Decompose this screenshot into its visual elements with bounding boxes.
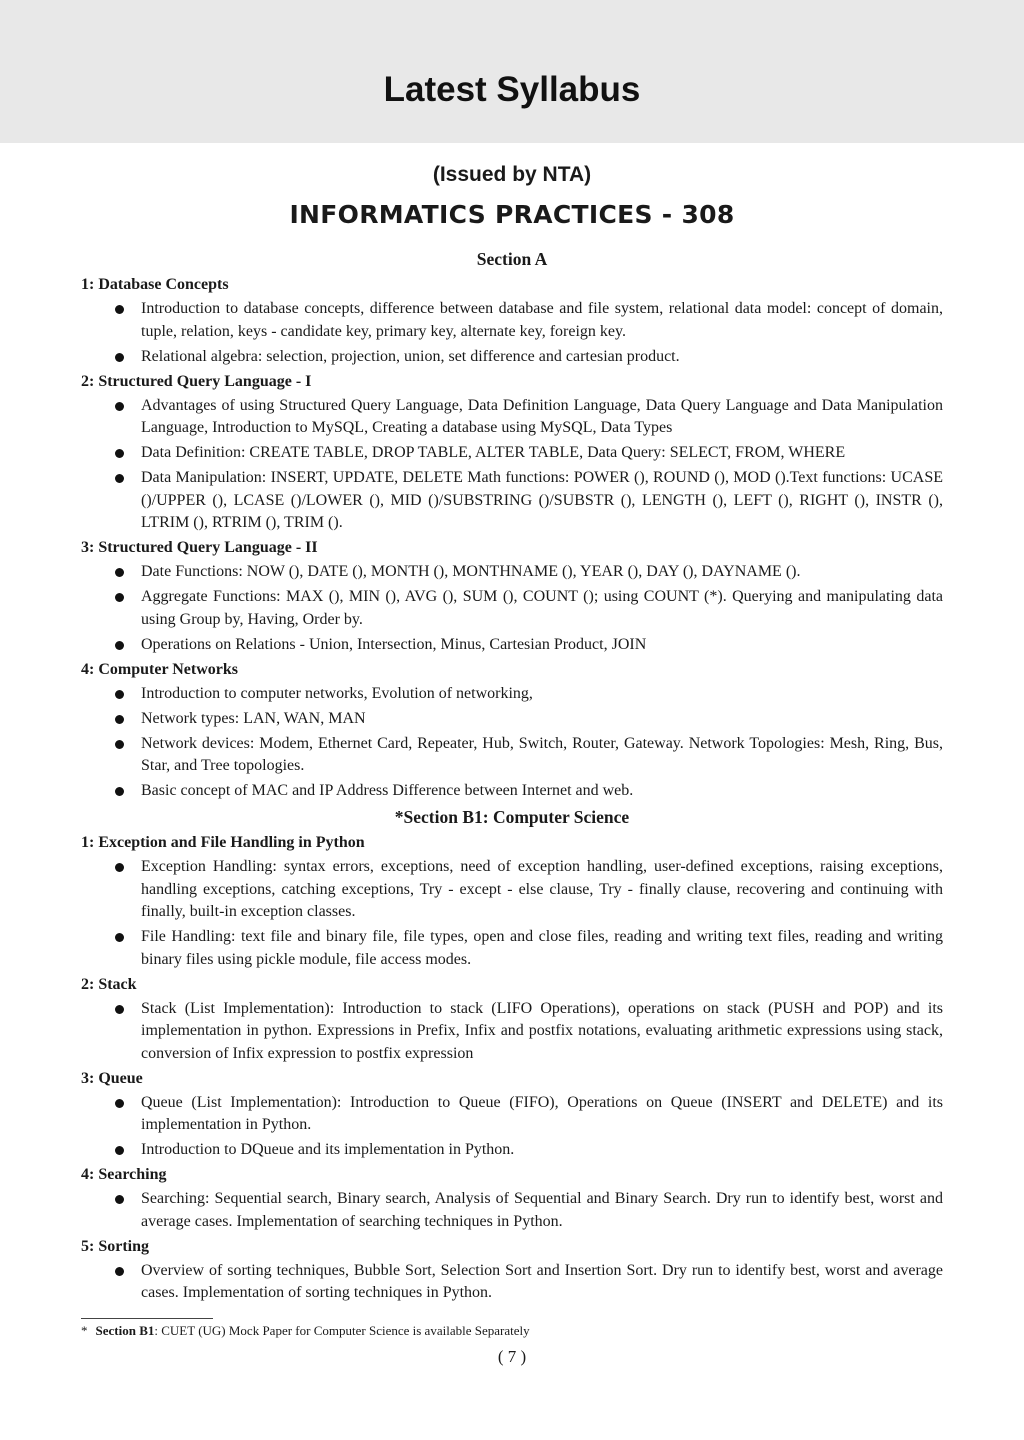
- topic-item-list: [81, 1260, 943, 1305]
- list-item: [81, 1188, 943, 1233]
- topic-heading: 3: Structured Query Language - II: [81, 539, 318, 556]
- bullet-icon: [115, 402, 124, 411]
- topic-heading: 4: Computer Networks: [81, 660, 239, 678]
- topic-heading: 5: Sorting: [81, 1237, 149, 1255]
- list-item: [81, 780, 943, 803]
- list-item-text: Aggregate Functions: MAX (), MIN (), AVG (), SUM (), COUNT (); using COUNT (*). Querying and manipulating data using Group by, Having, Order by.: [141, 588, 943, 628]
- list-item: [81, 634, 943, 657]
- list-item-text: Exception Handling: syntax errors, exceptions, need of exception handling, user-defined exceptions, raising exceptions, handling exceptions, catching exceptions, Try - except - else clause, Try - finally clause, recovering and continuing with finally, built-in exception classes.: [141, 858, 943, 920]
- section-b1-heading: *Section B1: Computer Science: [394, 807, 630, 827]
- bullet-icon: [115, 641, 124, 650]
- list-item-text: Network types: LAN, WAN, MAN: [141, 709, 366, 727]
- section-a-heading: Section A: [476, 249, 548, 269]
- list-item-text: Relational algebra: selection, projection, union, set difference and cartesian product.: [141, 347, 680, 365]
- list-item: [81, 346, 943, 369]
- topic-item-list: [81, 395, 943, 535]
- topic-heading: 1: Exception and File Handling in Python: [81, 834, 365, 851]
- bullet-icon: [115, 353, 124, 362]
- list-item-text: Introduction to DQueue and its implementation in Python.: [141, 1141, 515, 1158]
- topic-item-list: [81, 683, 943, 803]
- topic-item-list: [81, 1092, 943, 1162]
- topic-heading: 3: Queue: [81, 1069, 143, 1087]
- bullet-icon: [115, 1195, 124, 1204]
- bullet-icon: [115, 1146, 124, 1155]
- list-item-text: Data Manipulation: INSERT, UPDATE, DELETE Math functions: POWER (), ROUND (), MOD ().Text functions: UCASE ()/UPPER (), LCASE ()/LOWER (), MID ()/SUBSTRING ()/SUBSTR (), LENGTH (), LEFT (), RIGHT (), INSTR (), LTRIM (), RTRIM (), TRIM ().: [141, 469, 943, 531]
- subject-title: INFORMATICS PRACTICES - 308: [289, 200, 735, 229]
- syllabus-content: [81, 247, 943, 1307]
- list-item: [81, 395, 943, 440]
- bullet-icon: [115, 593, 124, 602]
- topic-item-list: [81, 856, 943, 971]
- bullet-icon: [115, 1267, 124, 1276]
- list-item: [81, 733, 943, 778]
- footnote-text: : CUET (UG) Mock Paper for Computer Science is available Separately: [154, 1323, 530, 1338]
- topic-item-list: [81, 998, 943, 1066]
- list-item: [81, 708, 943, 731]
- topic-item-list: [81, 561, 943, 656]
- list-item-text: Introduction to database concepts, difference between database and file system, relational data model: concept of domain, tuple, relation, keys - candidate key, primary key, alternate key, foreign key.: [141, 300, 943, 340]
- section-b1-topics: [81, 832, 943, 1305]
- section-a-topics: [81, 274, 943, 803]
- list-item: [81, 1260, 943, 1305]
- list-item-text: Operations on Relations - Union, Intersection, Minus, Cartesian Product, JOIN: [141, 635, 647, 653]
- list-item: [81, 926, 943, 971]
- list-item-text: Date Functions: NOW (), DATE (), MONTH (), MONTHNAME (), YEAR (), DAY (), DAYNAME ().: [141, 563, 801, 580]
- footnote-marker: *: [81, 1323, 88, 1338]
- list-item: [81, 561, 943, 584]
- bullet-icon: [115, 787, 124, 796]
- page-number: ( 7 ): [497, 1347, 527, 1366]
- list-item: [81, 856, 943, 924]
- bullet-icon: [115, 690, 124, 699]
- topic-item-list: [81, 1188, 943, 1233]
- list-item-text: Stack (List Implementation): Introduction to stack (LIFO Operations), operations on stack (PUSH and POP) and its implementation in python. Expressions in Prefix, Infix and postfix notations, evaluating arithmetic expressions using stack, conversion of Infix expression to postfix expression: [141, 999, 943, 1062]
- issued-by-line: (Issued by NTA): [432, 163, 592, 186]
- bullet-icon: [115, 449, 124, 458]
- list-item: [81, 298, 943, 343]
- list-item-text: Overview of sorting techniques, Bubble Sort, Selection Sort and Insertion Sort. Dry run to identify best, worst and average cases. Implementation of sorting techniques in Python.: [141, 1261, 943, 1301]
- list-item: [81, 1139, 943, 1162]
- list-item-text: Advantages of using Structured Query Language, Data Definition Language, Data Query Language and Data Manipulation Language, Introduction to MySQL, Creating a database using MySQL, Data Types: [141, 396, 943, 436]
- bullet-icon: [115, 1005, 124, 1014]
- list-item-text: Queue (List Implementation): Introduction to Queue (FIFO), Operations on Queue (INSERT and DELETE) and its implementation in Python.: [141, 1093, 943, 1133]
- list-item: [81, 683, 943, 706]
- list-item-text: Introduction to computer networks, Evolution of networking,: [141, 684, 533, 702]
- bullet-icon: [115, 933, 124, 942]
- bullet-icon: [115, 740, 124, 749]
- topic-heading: 2: Structured Query Language - I: [81, 372, 312, 390]
- bullet-icon: [115, 568, 124, 577]
- bullet-icon: [115, 715, 124, 724]
- footnote-divider: [81, 1318, 213, 1319]
- topic-heading: 1: Database Concepts: [81, 276, 229, 293]
- list-item: [81, 1092, 943, 1137]
- list-item-text: Data Definition: CREATE TABLE, DROP TABLE, ALTER TABLE, Data Query: SELECT, FROM, WHERE: [141, 444, 846, 461]
- topic-heading: 4: Searching: [81, 1166, 167, 1183]
- bullet-icon: [115, 863, 124, 872]
- list-item-text: Searching: Sequential search, Binary search, Analysis of Sequential and Binary Search. Dry run to identify best, worst and average cases. Implementation of searching techniques in Python.: [141, 1190, 943, 1230]
- topic-item-list: [81, 298, 943, 368]
- footnote: [81, 1322, 530, 1340]
- bullet-icon: [115, 474, 124, 483]
- list-item-text: File Handling: text file and binary file, file types, open and close files, reading and writing text files, reading and writing binary files using pickle module, file access modes.: [141, 928, 943, 968]
- list-item-text: Basic concept of MAC and IP Address Difference between Internet and web.: [141, 782, 634, 799]
- list-item: [81, 442, 943, 465]
- header-banner: [0, 0, 1024, 143]
- list-item: [81, 998, 943, 1066]
- bullet-icon: [115, 1099, 124, 1108]
- topic-heading: 2: Stack: [81, 975, 137, 993]
- page-title: Latest Syllabus: [383, 70, 641, 109]
- bullet-icon: [115, 305, 124, 314]
- list-item: [81, 586, 943, 631]
- list-item: [81, 467, 943, 535]
- list-item-text: Network devices: Modem, Ethernet Card, Repeater, Hub, Switch, Router, Gateway. Network Topologies: Mesh, Ring, Bus, Star, and Tree topologies.: [141, 734, 943, 774]
- footnote-label: Section B1: [95, 1323, 155, 1338]
